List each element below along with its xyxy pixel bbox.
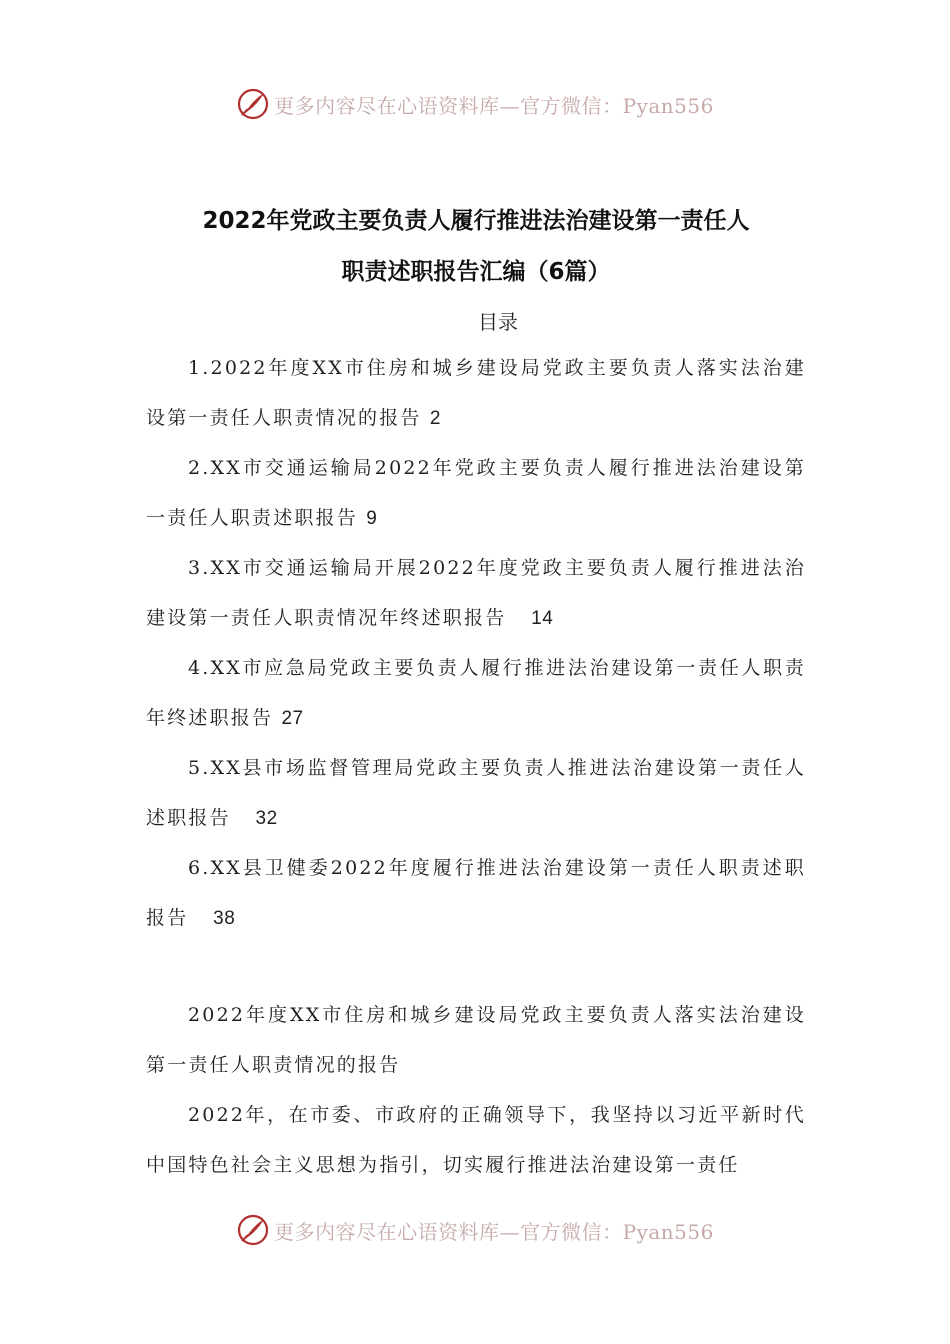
watermark-banner-top xyxy=(0,84,950,124)
watermark-banner-bottom xyxy=(0,1210,950,1250)
toc-heading: 目录 xyxy=(478,310,518,334)
document-title-line-2: 职责述职报告汇编（6篇） xyxy=(341,259,611,285)
toc-page-number: 14 xyxy=(531,608,554,629)
banner-text: 更多内容尽在心语资料库—官方微信：Pyan556 xyxy=(274,1219,714,1244)
toc-page-number: 38 xyxy=(213,908,236,929)
toc-entry-5[interactable]: 5.XX县市场监督管理局党政主要负责人推进法治建设第一责任人述职报告 32 xyxy=(146,757,806,829)
toc-entry-3[interactable]: 3.XX市交通运输局开展2022年度党政主要负责人履行推进法治建设第一责任人职责情况年终述职报告 14 xyxy=(146,557,806,629)
toc-entry-6[interactable]: 6.XX县卫健委2022年度履行推进法治建设第一责任人职责述职报告 38 xyxy=(146,857,806,929)
toc-page-number: 32 xyxy=(255,808,278,829)
quill-logo-icon xyxy=(236,1213,270,1247)
banner-text: 更多内容尽在心语资料库—官方微信：Pyan556 xyxy=(274,93,714,118)
body-paragraph: 2022年，在市委、市政府的正确领导下，我坚持以习近平新时代中国特色社会主义思想为指引，切实履行推进法治建设第一责任 xyxy=(146,1104,806,1176)
quill-logo-icon xyxy=(236,87,270,121)
toc-entry-2[interactable]: 2.XX市交通运输局2022年党政主要负责人履行推进法治建设第一责任人职责述职报告 9 xyxy=(146,457,806,529)
document-title-line-1: 2022年党政主要负责人履行推进法治建设第一责任人 xyxy=(202,208,750,234)
toc-page-number: 2 xyxy=(429,408,441,429)
section-title: 2022年度XX市住房和城乡建设局党政主要负责人落实法治建设第一责任人职责情况的报告 xyxy=(146,1004,806,1076)
toc-entry-4[interactable]: 4.XX市应急局党政主要负责人履行推进法治建设第一责任人职责年终述职报告 27 xyxy=(146,657,806,729)
toc-page-number: 27 xyxy=(281,708,304,729)
toc-page-number: 9 xyxy=(366,508,378,529)
toc-entry-1[interactable]: 1.2022年度XX市住房和城乡建设局党政主要负责人落实法治建设第一责任人职责情况的报告 2 xyxy=(146,357,806,429)
